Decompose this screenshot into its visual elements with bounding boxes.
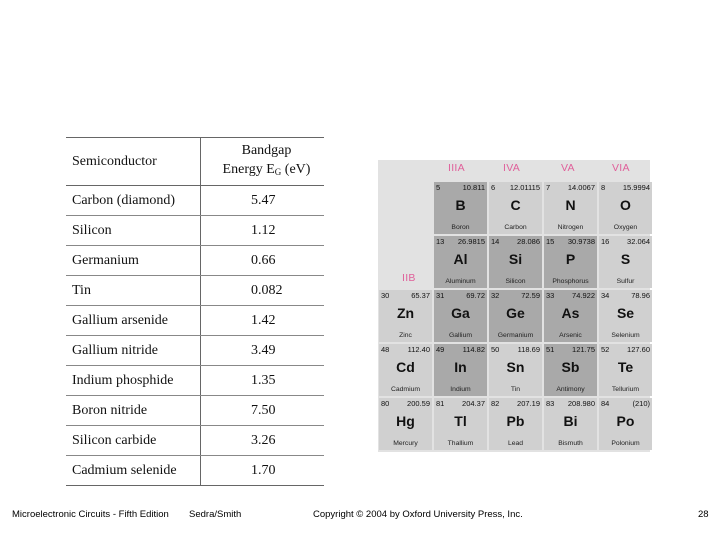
atomic-mass: 10.811 xyxy=(462,183,485,192)
element-cell-sn xyxy=(489,344,542,396)
header-bandgap-unit: (eV) xyxy=(281,162,311,177)
element-symbol: Ga xyxy=(451,305,470,321)
group-label: IVA xyxy=(503,162,521,174)
header-bandgap-line1: Bandgap xyxy=(241,143,292,158)
bandgap-value: 1.12 xyxy=(201,216,325,246)
element-cell-te xyxy=(599,344,652,396)
header-bandgap-energy: Energy E xyxy=(222,162,275,177)
element-name: Cadmium xyxy=(390,386,421,393)
element-name: Aluminum xyxy=(445,278,476,285)
element-name: Tin xyxy=(510,386,521,393)
element-name: Tellurium xyxy=(611,386,640,393)
atomic-mass: 74.922 xyxy=(572,291,595,300)
atomic-number: 83 xyxy=(546,399,555,408)
table-row xyxy=(66,186,324,216)
bandgap-value: 7.50 xyxy=(201,396,325,426)
atomic-mass: 207.19 xyxy=(517,399,540,408)
atomic-mass: 30.9738 xyxy=(567,237,595,246)
element-cell-po xyxy=(599,398,652,450)
semiconductor-name: Gallium arsenide xyxy=(66,306,201,336)
element-symbol: O xyxy=(620,197,631,213)
element-cell-al xyxy=(434,236,487,288)
atomic-number: 81 xyxy=(436,399,445,408)
table-row xyxy=(66,426,324,456)
element-name: Nitrogen xyxy=(557,224,584,231)
atomic-number: 34 xyxy=(601,291,610,300)
bandgap-value: 3.26 xyxy=(201,426,325,456)
element-symbol: B xyxy=(455,197,466,213)
atomic-mass: 114.82 xyxy=(462,345,485,354)
atomic-number: 50 xyxy=(491,345,500,354)
element-name: Mercury xyxy=(393,440,418,447)
element-name: Polonium xyxy=(611,440,640,447)
semiconductor-name: Boron nitride xyxy=(66,396,201,426)
atomic-number: 84 xyxy=(601,399,610,408)
element-cell-b xyxy=(434,182,487,234)
table-row xyxy=(66,396,324,426)
element-cell-hg xyxy=(379,398,432,450)
group-label-iib: IIB xyxy=(402,272,416,284)
element-symbol: Bi xyxy=(563,413,578,429)
element-symbol: Sn xyxy=(506,359,525,375)
element-symbol: P xyxy=(565,251,576,267)
element-name: Gallium xyxy=(448,332,473,339)
group-label: VIA xyxy=(612,162,630,174)
element-name: Boron xyxy=(451,224,470,231)
element-name: Zinc xyxy=(399,332,412,339)
semiconductor-name: Tin xyxy=(66,276,201,306)
table-row xyxy=(66,366,324,396)
atomic-mass: 15.9994 xyxy=(622,183,650,192)
atomic-number: 49 xyxy=(436,345,445,354)
element-cell-ge xyxy=(489,290,542,342)
footer-page-number: 28 xyxy=(698,509,709,520)
element-name: Thallium xyxy=(447,440,474,447)
element-cell-c xyxy=(489,182,542,234)
atomic-mass: 12.01115 xyxy=(509,183,540,192)
element-name: Sulfur xyxy=(616,278,635,285)
element-symbol: N xyxy=(565,197,576,213)
atomic-mass: 121.75 xyxy=(572,345,595,354)
element-cell-o xyxy=(599,182,652,234)
element-symbol: Sb xyxy=(561,359,580,375)
atomic-number: 30 xyxy=(381,291,390,300)
element-name: Silicon xyxy=(505,278,526,285)
group-label: VA xyxy=(561,162,575,174)
atomic-mass: 118.69 xyxy=(517,345,540,354)
semiconductor-name: Gallium nitride xyxy=(66,336,201,366)
atomic-mass: 72.59 xyxy=(521,291,540,300)
table-row xyxy=(66,306,324,336)
element-symbol: C xyxy=(510,197,521,213)
element-cell-zn xyxy=(379,290,432,342)
atomic-mass: 32.064 xyxy=(627,237,650,246)
atomic-number: 8 xyxy=(601,183,606,192)
atomic-number: 6 xyxy=(491,183,496,192)
atomic-number: 13 xyxy=(436,237,445,246)
element-name: Selenium xyxy=(611,332,640,339)
element-symbol: In xyxy=(454,359,467,375)
atomic-number: 31 xyxy=(436,291,445,300)
element-name: Germanium xyxy=(497,332,534,339)
element-cell-cd xyxy=(379,344,432,396)
element-cell-si xyxy=(489,236,542,288)
element-cell-bi xyxy=(544,398,597,450)
element-symbol: Tl xyxy=(454,413,467,429)
bandgap-value: 1.42 xyxy=(201,306,325,336)
atomic-number: 80 xyxy=(381,399,390,408)
table-row xyxy=(66,216,324,246)
element-symbol: Pb xyxy=(506,413,525,429)
element-name: Oxygen xyxy=(613,224,638,231)
atomic-number: 5 xyxy=(436,183,441,192)
element-symbol: Zn xyxy=(396,305,415,321)
bandgap-value: 1.70 xyxy=(201,456,325,486)
semiconductor-name: Indium phosphide xyxy=(66,366,201,396)
atomic-mass: 14.0067 xyxy=(567,183,595,192)
footer-authors: Sedra/Smith xyxy=(189,509,242,520)
element-name: Indium xyxy=(450,386,471,393)
atomic-number: 7 xyxy=(546,183,551,192)
semiconductor-name: Silicon carbide xyxy=(66,426,201,456)
element-cell-tl xyxy=(434,398,487,450)
bandgap-value: 5.47 xyxy=(201,186,325,216)
atomic-mass: 78.96 xyxy=(631,291,650,300)
header-bandgap xyxy=(201,138,325,186)
element-cell-p xyxy=(544,236,597,288)
atomic-mass: 28.086 xyxy=(517,237,540,246)
semiconductor-name: Germanium xyxy=(66,246,201,276)
element-name: Lead xyxy=(507,440,524,447)
element-symbol: Hg xyxy=(396,413,415,429)
element-cell-in xyxy=(434,344,487,396)
element-symbol: Ge xyxy=(506,305,525,321)
element-name: Carbon xyxy=(504,224,527,231)
group-label: IIIA xyxy=(448,162,465,174)
header-semiconductor: Semiconductor xyxy=(66,138,201,186)
element-name: Phosphorus xyxy=(552,278,589,285)
element-name: Antimony xyxy=(556,386,585,393)
bandgap-value: 3.49 xyxy=(201,336,325,366)
semiconductor-name: Silicon xyxy=(66,216,201,246)
atomic-number: 51 xyxy=(546,345,555,354)
atomic-mass: 208.980 xyxy=(567,399,595,408)
periodic-table-fragment xyxy=(378,160,650,452)
atomic-mass: 26.9815 xyxy=(457,237,485,246)
atomic-mass: 127.60 xyxy=(627,345,650,354)
footer-book-title: Microelectronic Circuits - Fifth Edition xyxy=(12,509,169,520)
bandgap-table xyxy=(66,137,324,486)
atomic-number: 32 xyxy=(491,291,500,300)
element-symbol: Po xyxy=(616,413,635,429)
header-bandgap-subscript: G xyxy=(274,167,282,177)
element-cell-as xyxy=(544,290,597,342)
element-symbol: S xyxy=(620,251,631,267)
atomic-number: 14 xyxy=(491,237,500,246)
table-row xyxy=(66,276,324,306)
semiconductor-name: Carbon (diamond) xyxy=(66,186,201,216)
element-symbol: As xyxy=(561,305,580,321)
bandgap-value: 1.35 xyxy=(201,366,325,396)
atomic-number: 16 xyxy=(601,237,610,246)
table-header-row xyxy=(66,138,324,186)
element-cell-se xyxy=(599,290,652,342)
element-symbol: Te xyxy=(617,359,634,375)
atomic-mass: 69.72 xyxy=(466,291,485,300)
atomic-mass: (210) xyxy=(632,399,650,408)
element-cell-s xyxy=(599,236,652,288)
element-symbol: Cd xyxy=(396,359,415,375)
atomic-mass: 204.37 xyxy=(462,399,485,408)
bandgap-value: 0.66 xyxy=(201,246,325,276)
element-cell-sb xyxy=(544,344,597,396)
element-symbol: Al xyxy=(453,251,468,267)
element-cell-n xyxy=(544,182,597,234)
atomic-number: 15 xyxy=(546,237,555,246)
table-row xyxy=(66,246,324,276)
atomic-number: 52 xyxy=(601,345,610,354)
footer-copyright: Copyright © 2004 by Oxford University Press, Inc. xyxy=(313,509,523,520)
table-row xyxy=(66,456,324,486)
bandgap-value: 0.082 xyxy=(201,276,325,306)
atomic-mass: 65.37 xyxy=(411,291,430,300)
semiconductor-name: Cadmium selenide xyxy=(66,456,201,486)
element-cell-pb xyxy=(489,398,542,450)
element-cell-ga xyxy=(434,290,487,342)
atomic-number: 33 xyxy=(546,291,555,300)
atomic-number: 82 xyxy=(491,399,500,408)
element-name: Bismuth xyxy=(558,440,583,447)
element-symbol: Se xyxy=(616,305,635,321)
element-name: Arsenic xyxy=(559,332,582,339)
atomic-mass: 200.59 xyxy=(407,399,430,408)
atomic-number: 48 xyxy=(381,345,390,354)
atomic-mass: 112.40 xyxy=(407,345,430,354)
element-symbol: Si xyxy=(508,251,523,267)
table-row xyxy=(66,336,324,366)
